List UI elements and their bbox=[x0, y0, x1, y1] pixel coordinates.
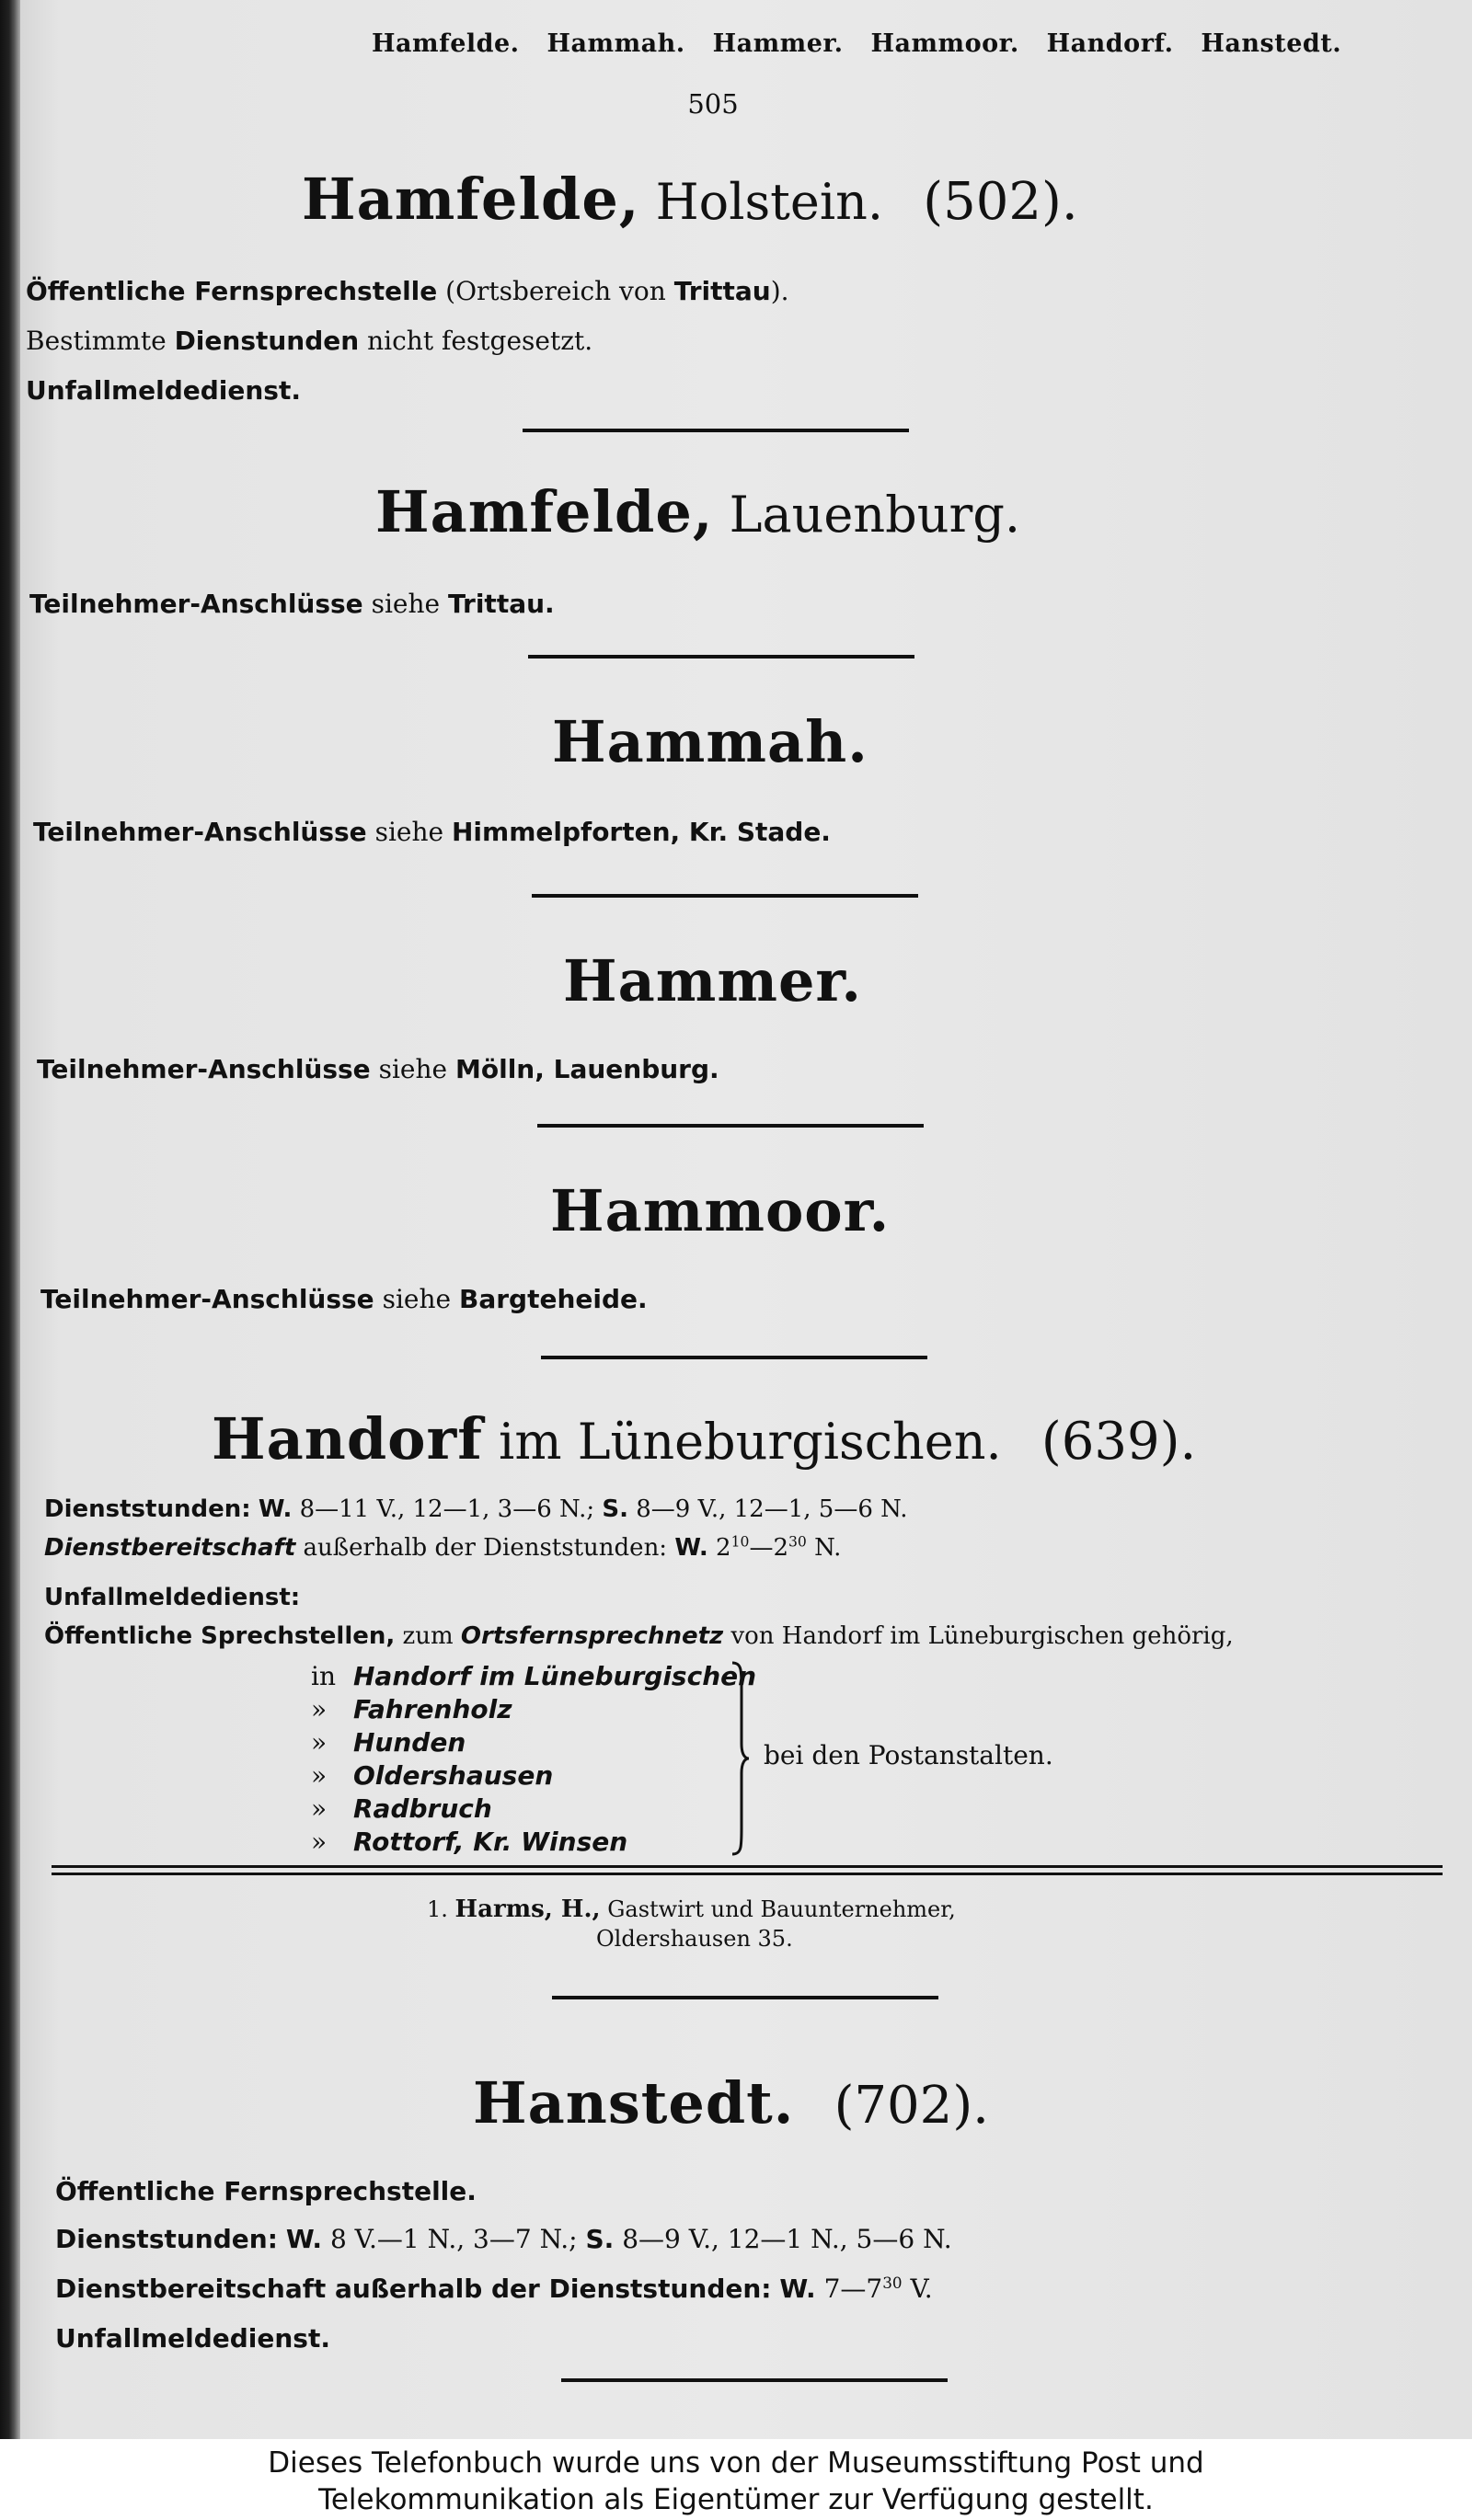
label-bold: Trittau bbox=[673, 276, 771, 306]
list-place: Fahrenholz bbox=[353, 1694, 512, 1724]
entry-line bbox=[26, 276, 789, 306]
heading-region: im Lüneburgischen. bbox=[499, 1413, 1002, 1471]
label-text: von Handorf im Lüneburgischen gehörig, bbox=[730, 1622, 1234, 1650]
double-rule-top bbox=[52, 1865, 1443, 1868]
page-number: 505 bbox=[687, 88, 739, 120]
label-bold: Unfallmeldedienst: bbox=[44, 1584, 301, 1611]
label-bold: Teilnehmer-Anschlüsse bbox=[40, 1284, 374, 1314]
list-place: Rottorf, Kr. Winsen bbox=[353, 1827, 628, 1857]
label-bold: Teilnehmer-Anschlüsse bbox=[33, 817, 367, 847]
entry-line bbox=[26, 326, 592, 356]
entry-name: Harms, H., bbox=[454, 1896, 601, 1923]
entry-line bbox=[44, 1622, 1234, 1650]
list-prefix: » bbox=[311, 1793, 328, 1824]
section-divider bbox=[561, 2378, 948, 2382]
label-bold: W. bbox=[258, 1495, 293, 1523]
label-bold-italic: Dienstbereitschaft bbox=[44, 1534, 296, 1562]
time-to-minutes: 30 bbox=[882, 2273, 903, 2292]
entry-line bbox=[55, 2176, 477, 2206]
entry-line bbox=[44, 1495, 908, 1523]
entry-line bbox=[55, 2274, 933, 2304]
heading-code: (639). bbox=[1041, 1412, 1197, 1472]
list-prefix: » bbox=[311, 1760, 328, 1791]
heading-handorf bbox=[212, 1405, 1196, 1472]
time-range bbox=[824, 2274, 903, 2304]
heading-hammer bbox=[563, 947, 862, 1014]
list-item bbox=[311, 1661, 756, 1691]
label-bold: W. bbox=[674, 1534, 708, 1562]
section-divider bbox=[541, 1356, 927, 1359]
entry-line bbox=[37, 1054, 719, 1084]
ownership-notice bbox=[0, 2439, 1472, 2520]
label-bold: S. bbox=[602, 1495, 628, 1523]
label-text: siehe bbox=[382, 1284, 452, 1314]
time-to-minutes: 30 bbox=[788, 1533, 807, 1551]
book-spine-shadow bbox=[0, 0, 20, 2439]
heading-hamfelde-holstein bbox=[302, 166, 1078, 233]
running-header-item: Hammoor. bbox=[870, 29, 1019, 58]
heading-place: Hanstedt. bbox=[473, 2069, 795, 2136]
time-from-minutes: 10 bbox=[730, 1533, 750, 1551]
ownership-notice-line: Dieses Telefonbuch wurde uns von der Museumsstiftung Post und bbox=[268, 2446, 1204, 2480]
label-text: 8—11 V., 12—1, 3—6 N.; bbox=[299, 1495, 595, 1523]
entry-line bbox=[55, 2224, 952, 2254]
list-item bbox=[311, 1793, 492, 1824]
label-text: N. bbox=[814, 1534, 842, 1562]
heading-place: Hamfelde, bbox=[375, 478, 714, 545]
list-place: Handorf im Lüneburgischen bbox=[353, 1661, 757, 1691]
double-rule-bottom bbox=[52, 1873, 1443, 1875]
list-place: Oldershausen bbox=[353, 1760, 554, 1791]
entry-description: Gastwirt und Bauunternehmer, bbox=[607, 1896, 956, 1922]
list-item bbox=[311, 1827, 627, 1857]
time-range bbox=[716, 1534, 807, 1562]
label-bold: Trittau. bbox=[448, 589, 555, 619]
time-from: 7—7 bbox=[823, 2274, 883, 2304]
entry-number: 1. bbox=[427, 1896, 448, 1922]
entry-line bbox=[44, 1534, 841, 1562]
running-header-item: Handorf. bbox=[1046, 29, 1174, 58]
label-bold: Teilnehmer-Anschlüsse bbox=[29, 589, 363, 619]
heading-place: Handorf bbox=[212, 1405, 483, 1472]
label-bold: Öffentliche Fernsprechstelle bbox=[26, 276, 438, 306]
label-text: siehe bbox=[378, 1054, 448, 1084]
heading-hanstedt bbox=[473, 2069, 989, 2136]
running-header-item: Hammer. bbox=[712, 29, 844, 58]
entry-line bbox=[29, 589, 555, 619]
subscriber-entry bbox=[427, 1895, 956, 1953]
heading-region: Lauenburg. bbox=[729, 486, 1021, 544]
label-bold: W. bbox=[779, 2274, 816, 2304]
list-prefix: » bbox=[311, 1727, 328, 1758]
label-text: siehe bbox=[374, 817, 444, 847]
label-bold: Dienstbereitschaft außerhalb der Dienststunden: bbox=[55, 2274, 772, 2304]
section-divider bbox=[537, 1124, 924, 1128]
label-bold: S. bbox=[585, 2224, 615, 2254]
running-header-item: Hanstedt. bbox=[1201, 29, 1342, 58]
heading-region: Holstein. bbox=[655, 173, 884, 231]
heading-place: Hammah. bbox=[552, 708, 868, 775]
list-prefix: » bbox=[311, 1827, 328, 1857]
list-place: Hunden bbox=[353, 1727, 466, 1758]
label-text: 8 V.—1 N., 3—7 N.; bbox=[329, 2224, 578, 2254]
heading-hammoor bbox=[550, 1177, 890, 1244]
label-bold: Öffentliche Sprechstellen, bbox=[44, 1622, 396, 1650]
entry-address: Oldershausen 35. bbox=[596, 1926, 793, 1952]
label-text: ). bbox=[770, 276, 789, 306]
running-header-item: Hammah. bbox=[546, 29, 685, 58]
entry-line bbox=[44, 1584, 300, 1611]
label-text: außerhalb der Dienststunden: bbox=[303, 1534, 668, 1562]
curly-brace-icon bbox=[730, 1661, 751, 1856]
entry-line bbox=[33, 817, 831, 847]
label-bold: Teilnehmer-Anschlüsse bbox=[37, 1054, 371, 1084]
label-bold: Mölln, Lauenburg. bbox=[455, 1054, 719, 1084]
heading-hamfelde-lauenburg bbox=[375, 478, 1020, 545]
running-header-item: Hamfelde. bbox=[372, 29, 520, 58]
label-bold-italic: Ortsfernsprechnetz bbox=[460, 1622, 724, 1650]
entry-line bbox=[55, 2323, 330, 2354]
heading-place: Hammoor. bbox=[550, 1177, 891, 1244]
label-bold: Dienststunden: bbox=[55, 2224, 278, 2254]
time-to: —2 bbox=[749, 1534, 788, 1562]
label-bold: Öffentliche Fernsprechstelle. bbox=[55, 2176, 477, 2206]
time-from: 2 bbox=[716, 1534, 731, 1562]
label-text: nicht festgesetzt. bbox=[367, 326, 593, 356]
label-text: 8—9 V., 12—1, 5—6 N. bbox=[636, 1495, 908, 1523]
label-text: siehe bbox=[371, 589, 441, 619]
heading-code: (502). bbox=[923, 172, 1078, 232]
section-divider bbox=[552, 1996, 938, 1999]
label-text: V. bbox=[910, 2274, 933, 2304]
heading-place: Hamfelde, bbox=[302, 166, 640, 233]
label-text: Bestimmte bbox=[26, 326, 167, 356]
label-text: 8—9 V., 12—1 N., 5—6 N. bbox=[622, 2224, 952, 2254]
heading-code: (702). bbox=[834, 2076, 989, 2136]
list-item bbox=[311, 1694, 512, 1724]
list-prefix: in bbox=[311, 1661, 336, 1691]
list-place: Radbruch bbox=[353, 1793, 492, 1824]
label-bold: Unfallmeldedienst. bbox=[55, 2323, 330, 2354]
list-item bbox=[311, 1760, 553, 1791]
running-header bbox=[372, 29, 1430, 58]
label-bold: Unfallmeldedienst. bbox=[26, 375, 301, 406]
heading-place: Hammer. bbox=[563, 947, 862, 1014]
label-bold: W. bbox=[285, 2224, 323, 2254]
label-bold: Himmelpforten, Kr. Stade. bbox=[452, 817, 831, 847]
label-bold: Dienstunden bbox=[174, 326, 360, 356]
entry-line bbox=[26, 375, 301, 406]
label-bold: Bargteheide. bbox=[459, 1284, 648, 1314]
places-note: bei den Postanstalten. bbox=[764, 1740, 1053, 1770]
section-divider bbox=[523, 429, 909, 432]
entry-line bbox=[40, 1284, 648, 1314]
section-divider bbox=[532, 894, 918, 898]
label-text: (Ortsbereich von bbox=[445, 276, 666, 306]
heading-hammah bbox=[552, 708, 868, 775]
ownership-notice-line: Telekommunikation als Eigentümer zur Verfügung gestellt. bbox=[318, 2483, 1154, 2516]
label-text: zum bbox=[402, 1622, 454, 1650]
section-divider bbox=[528, 655, 914, 659]
list-item bbox=[311, 1727, 466, 1758]
label-bold: Dienststunden: bbox=[44, 1495, 251, 1523]
list-prefix: » bbox=[311, 1694, 328, 1724]
